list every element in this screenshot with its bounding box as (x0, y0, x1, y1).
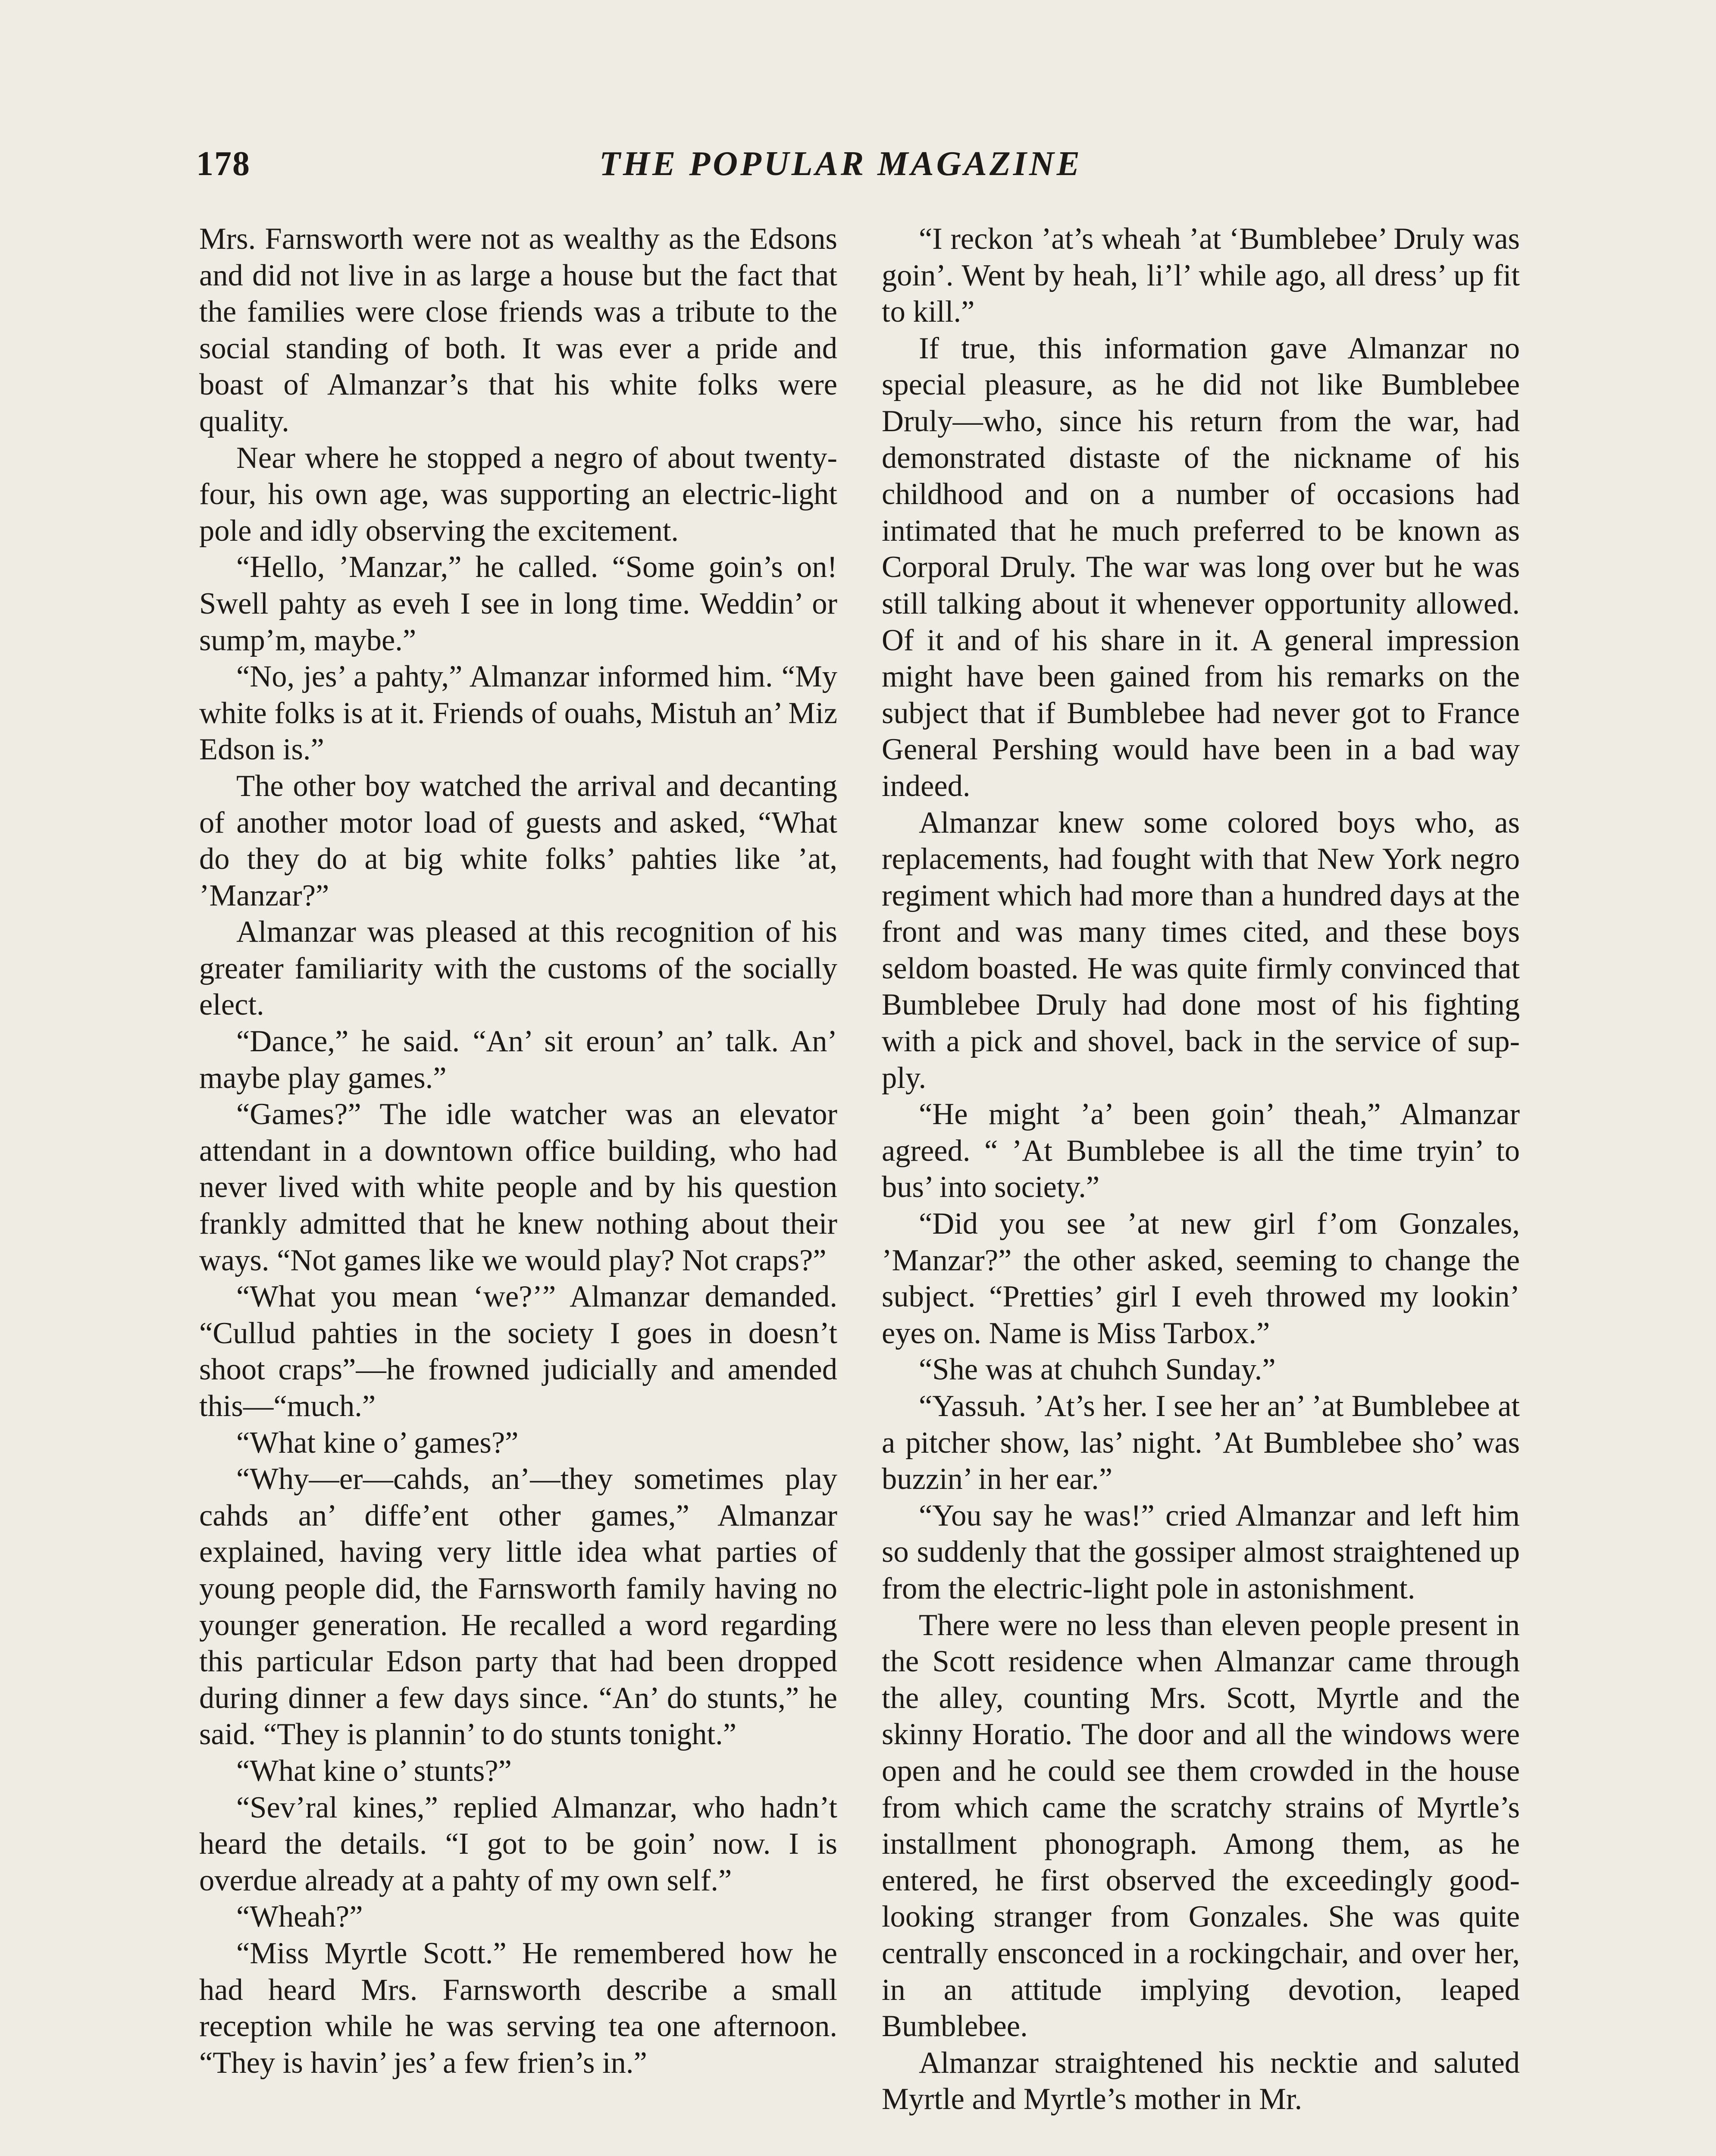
paragraph: “Why—er—cahds, an’—they sometimes play cahds an’ diffe’ent other games,” Almanzar explained, having very little idea what parties of young people did, the Farnsworth family having no younger generation. He recalled a word regarding this particular Edson party that had been dropped during dinner a few days since. “An’ do stunts,” he said. “They is plannin’ to do stunts tonight.” (199, 1462, 837, 1752)
magazine-title: THE POPULAR MAGAZINE (599, 145, 1083, 183)
paragraph: “Did you see ’at new girl f’om Gonzales, ’Manzar?” the other asked, seeming to change the subject. “Pretties’ girl I eveh throwed my lookin’ eyes on. Name is Miss Tarbox.” (882, 1207, 1520, 1350)
paragraph: “Wheah?” (236, 1900, 363, 1934)
paragraph: “What kine o’ games?” (236, 1426, 519, 1460)
paragraph: “Games?” The idle watcher was an elevator attendant in a downtown office building, who had never lived with white people and by his question frankly admitted that he knew nothing about their ways. “Not games like we would play? Not craps?” (199, 1097, 837, 1277)
paragraph: “He might ’a’ been goin’ theah,” Almanzar agreed. “ ’At Bumblebee is all the time tryin’ to bus’ into society.” (882, 1097, 1520, 1204)
paragraph: “You say he was!” cried Almanzar and left him so suddenly that the gossiper almost straightened up from the electric-light pole in astonishment. (882, 1498, 1520, 1605)
paragraph: Almanzar straightened his necktie and saluted Myrtle and Myrtle’s mother in Mr. (882, 2046, 1520, 2116)
paragraph: There were no less than eleven people present in the Scott residence when Almanzar came through the alley, counting Mrs. Scott, Myrtle and the skinny Horatio. The door and all the windows were open and he could see them crowded in the house from which came the scratchy strains of Myrtle’s installment phonograph. Among them, as he entered, he first observed the exceedingly good-looking stranger from Gonzales. She was quite centrally ensconced in a rockingchair, and over her, in an attitude implying devotion, leaped Bumblebee. (882, 1608, 1520, 2043)
right-column (882, 221, 1520, 2118)
page-header (0, 144, 1716, 192)
paragraph: “Hello, ’Manzar,” he called. “Some goin’s on! Swell pahty as eveh I see in long time. Weddin’ or sump’m, maybe.” (199, 550, 837, 657)
paragraph: “Dance,” he said. “An’ sit eroun’ an’ talk. An’ maybe play games.” (199, 1025, 837, 1095)
left-column (199, 221, 837, 2081)
paragraph: “Yassuh. ’At’s her. I see her an’ ’at Bumblebee at a pitcher show, las’ night. ’At Bumblebee sho’ was buzzin’ in her ear.” (882, 1389, 1520, 1496)
page-number: 178 (196, 145, 251, 183)
paragraph: “She was at chuhch Sunday.” (919, 1353, 1276, 1387)
paragraph: Mrs. Farnsworth were not as wealthy as the Edsons and did not live in as large a house but the fact that the families were close friends was a tribute to the social standing of both. It was ever a pride and boast of Almanzar’s that his white folks were quality. (199, 222, 837, 438)
paragraph: If true, this information gave Almanzar no special pleasure, as he did not like Bumblebee Druly—who, since his return from the war, had demonstrated distaste of the nickname of his childhood and on a number of occasions had intimated that he much preferred to be known as Corporal Druly. The war was long over but he was still talking about it whenever opportunity allowed. Of it and of his share in it. A general impression might have been gained from his remarks on the subject that if Bumblebee had never got to France General Pershing would have been in a bad way indeed. (882, 331, 1520, 803)
paragraph: “What kine o’ stunts?” (236, 1754, 512, 1788)
paragraph: Near where he stopped a negro of about twenty-four, his own age, was supporting an electric-light pole and idly observing the excitement. (199, 441, 837, 548)
paragraph: “Sev’ral kines,” replied Almanzar, who hadn’t heard the details. “I got to be goin’ now. I is overdue already at a pahty of my own self.” (199, 1790, 837, 1897)
paragraph: “No, jes’ a pahty,” Almanzar informed him. “My white folks is at it. Friends of ouahs, Mistuh an’ Miz Edson is.” (199, 660, 837, 767)
paragraph: “I reckon ’at’s wheah ’at ‘Bumblebee’ Druly was goin’. Went by heah, li’l’ while ago, all dress’ up fit to kill.” (882, 222, 1520, 329)
paragraph: “What you mean ‘we?’” Almanzar demanded. “Cullud pahties in the society I goes in doesn’t shoot craps”—he frowned judicially and amended this—“much.” (199, 1280, 837, 1423)
paragraph: Almanzar was pleased at this recognition of his greater familiarity with the customs of the socially elect. (199, 915, 837, 1022)
paragraph: Almanzar knew some colored boys who, as replacements, had fought with that New York negro regiment which had more than a hundred days at the front and was many times cited, and these boys seldom boasted. He was quite firmly convinced that Bumblebee Druly had done most of his fighting with a pick and shovel, back in the service of supply. (882, 805, 1520, 1095)
paragraph: The other boy watched the arrival and decanting of another motor load of guests and asked, “What do they do at big white folks’ pahties like ’at, ’Manzar?” (199, 769, 837, 912)
paragraph: “Miss Myrtle Scott.” He remembered how he had heard Mrs. Farnsworth describe a small reception while he was serving tea one afternoon. “They is havin’ jes’ a few frien’s in.” (199, 1936, 837, 2080)
